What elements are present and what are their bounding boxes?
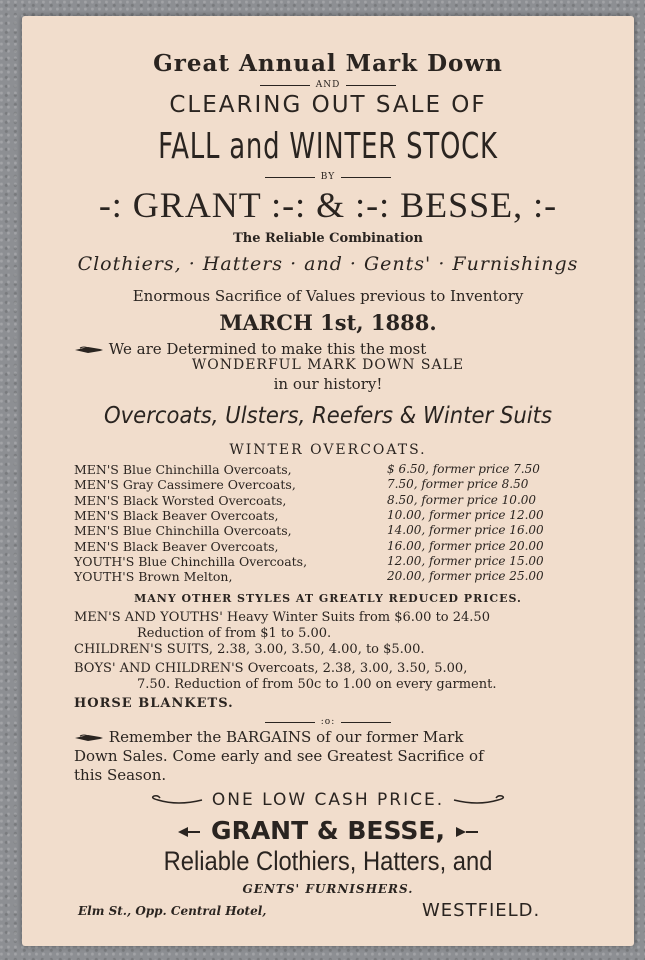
separator-rule — [260, 85, 310, 86]
overcoat-row — [74, 539, 614, 554]
down-sales-line: Down Sales. Come early and see Greatest Sacrifice of — [74, 747, 484, 765]
separator-rule — [341, 722, 391, 723]
boys-overcoats: BOYS' AND CHILDREN'S Overcoats, 2.38, 3.00, 3.50, 5.00, — [74, 661, 468, 676]
overcoat-row — [74, 477, 614, 492]
overcoat-item: MEN'S Black Beaver Overcoats, — [74, 507, 279, 523]
history-line: in our history! — [273, 375, 383, 393]
overcoat-item: MEN'S Blue Chinchilla Overcoats, — [74, 523, 292, 539]
overcoat-price: 20.00, former price 25.00 — [387, 569, 544, 584]
overcoat-price: 14.00, former price 16.00 — [387, 523, 544, 538]
boys-reduction: 7.50. Reduction of from 50c to 1.00 on every garment. — [137, 677, 497, 692]
tagline: The Reliable Combination — [233, 231, 423, 246]
overcoat-item: MEN'S Gray Cassimere Overcoats, — [74, 477, 296, 493]
headline-fall-winter: FALL and WINTER STOCK — [158, 126, 498, 167]
overcoat-row — [74, 493, 614, 508]
remember-text: Remember the BARGAINS of our former Mark — [108, 728, 464, 746]
overcoat-price: $ 6.50, former price 7.50 — [387, 462, 540, 476]
wonderful-line: WONDERFUL MARK DOWN SALE — [191, 357, 465, 373]
overcoat-price: 12.00, former price 15.00 — [387, 553, 544, 568]
determined-line — [74, 340, 426, 358]
overcoat-price: 10.00, former price 12.00 — [387, 507, 544, 522]
flourish-left-icon — [148, 794, 204, 806]
overcoat-row — [74, 462, 614, 477]
arrow-right-icon — [454, 824, 480, 840]
separator-rule — [341, 177, 391, 178]
and-separator — [22, 80, 634, 90]
cash-price — [22, 790, 634, 810]
advertising-card — [22, 16, 634, 946]
overcoat-row — [74, 523, 614, 538]
by-separator — [22, 172, 634, 182]
separator-rule — [346, 85, 396, 86]
sale-date: MARCH 1st, 1888. — [219, 310, 437, 335]
headline-clearing-out: CLEARING OUT SALE OF — [169, 92, 487, 118]
footer-address: Elm St., Opp. Central Hotel, — [78, 904, 267, 918]
suits-line: MEN'S AND YOUTHS' Heavy Winter Suits from $6.00 to 24.50 — [74, 610, 490, 625]
company-name: -: GRANT :-: & :-: BESSE, :- — [98, 185, 558, 225]
cash-price-text: ONE LOW CASH PRICE. — [211, 790, 445, 810]
footer-firm — [22, 816, 634, 845]
separator-rule — [265, 722, 315, 723]
overcoat-item: MEN'S Black Beaver Overcoats, — [74, 538, 279, 554]
and-label: AND — [315, 80, 341, 90]
overcoat-row — [74, 569, 614, 584]
trades-line: Clothiers, · Hatters · and · Gents' · Furnishings — [77, 253, 579, 275]
categories-title: Overcoats, Ulsters, Reefers & Winter Suits — [104, 403, 552, 429]
season-line: this Season. — [74, 766, 167, 784]
overcoat-price: 16.00, former price 20.00 — [387, 538, 544, 553]
children-suits: CHILDREN'S SUITS, 2.38, 3.00, 3.50, 4.00, to $5.00. — [74, 642, 425, 657]
overcoats-title: WINTER OVERCOATS. — [229, 442, 427, 458]
flourish-right-icon — [452, 794, 508, 806]
overcoat-item: MEN'S Blue Chinchilla Overcoats, — [74, 462, 292, 477]
horse-blankets: HORSE BLANKETS. — [74, 696, 234, 711]
footer-firm-text: GRANT & BESSE, — [211, 816, 445, 845]
headline-great-annual: Great Annual Mark Down — [153, 50, 503, 77]
many-other-styles: MANY OTHER STYLES AT GREATLY REDUCED PRICES. — [134, 592, 522, 605]
overcoat-item: YOUTH'S Blue Chinchilla Overcoats, — [74, 553, 308, 569]
overcoat-price: 7.50, former price 8.50 — [387, 477, 529, 492]
overcoat-item: YOUTH'S Brown Melton, — [74, 569, 233, 585]
pointing-hand-icon — [74, 733, 104, 743]
overcoat-row — [74, 508, 614, 523]
by-label: BY — [320, 172, 336, 182]
overcoat-price: 8.50, former price 10.00 — [387, 492, 537, 507]
ornament-separator — [22, 717, 634, 727]
footer-reliable: Reliable Clothiers, Hatters, and — [163, 846, 493, 876]
determined-text: We are Determined to make this the most — [108, 340, 427, 358]
sacrifice-line: Enormous Sacrifice of Values previous to Inventory — [132, 287, 524, 305]
overcoat-item: MEN'S Black Worsted Overcoats, — [74, 492, 287, 508]
pointing-hand-icon — [74, 345, 104, 355]
suits-reduction: Reduction of from $1 to 5.00. — [137, 626, 332, 641]
footer-town: WESTFIELD. — [422, 900, 541, 921]
separator-rule — [265, 177, 315, 178]
ornament-icon: :o: — [320, 717, 336, 727]
overcoat-row — [74, 554, 614, 569]
footer-gents: GENTS' FURNISHERS. — [242, 882, 414, 896]
remember-line — [74, 728, 463, 746]
arrow-left-icon — [176, 824, 202, 840]
